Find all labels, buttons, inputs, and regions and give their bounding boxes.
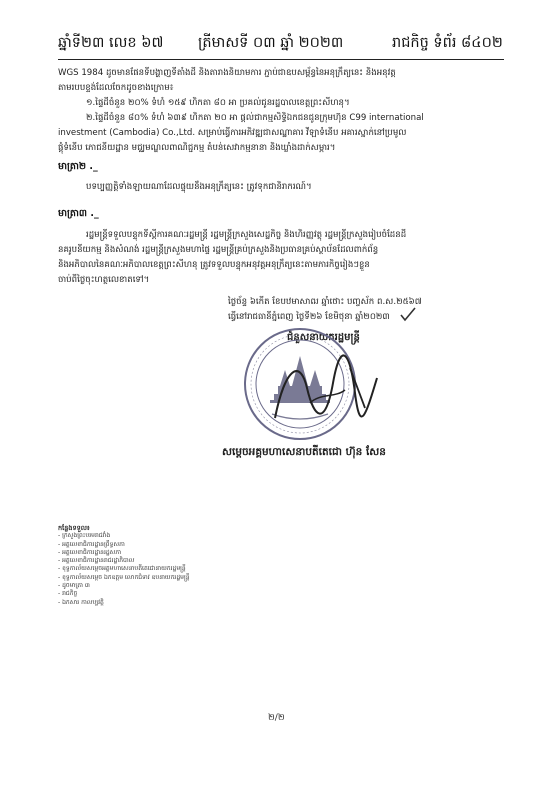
article2-heading: មាត្រា២ ._ [58,161,98,172]
article3-body [58,228,508,288]
list-item-continuation: investment (Cambodia) Co.,Ltd. សម្រាប់ធ្វើការអភិវឌ្ឍជាសណ្ឋាគារ វីឡាទំនើប អគារស្នាក់នៅប្រមូល [58,128,407,138]
header-issue: ឆ្នាំទី២៣ លេខ ៦៧ [58,35,164,51]
list-item: - អគ្គលេខាធិការដ្ឋានរដ្ឋសភា [58,548,122,556]
handwritten-signature [255,348,385,438]
list-item-continuation: ផ្ដុំទំនើប ភោជនីយដ្ឋាន មជ្ឈមណ្ឌលពាណិជ្ជកម្ម តំបន់សេវាកម្មនានា និងឃ្លាំងដាក់សម្ភារ។ [58,143,336,153]
list-item: - ខុទ្ទកាល័យសម្ដេចអគ្គមហាសេនាបតីតេជោនាយករដ្ឋមន្ត្រី [58,565,186,573]
header-quarter: ត្រីមាសទី ០៣ ឆ្នាំ ២០២៣ [198,35,344,51]
intro-line: WGS 1984 ដូចមានផែនទីបង្ហាញទីតាំងដី និងតារាងនិយាមការ ភ្ជាប់ជាឧបសម្ព័ន្ធនៃអនុក្រឹត្យនេះ និងអនុវត្ត [58,68,396,78]
list-item: - ខុទ្ទកាល័យសម្ដេច ឯកឧត្ដម លោកជំទាវ ឧបនាយករដ្ឋមន្ត្រី [58,573,190,581]
distribution-list [58,524,318,607]
article1-continuation [58,66,508,156]
article3-heading: មាត្រា៣ ._ [58,208,99,219]
intro-line: តាមរបបខ្ទង់ដែលចែកដូចខាងក្រោម៖ [58,83,174,93]
article2-body [58,180,508,195]
article3-text: រដ្ឋមន្ត្រីទទួលបន្ទុកទីស្ដីការគណៈរដ្ឋមន្ត្រី រដ្ឋមន្ត្រីក្រសួងសេដ្ឋកិច្ច និងហិរញ្ញវត្ថុ រដ្ឋមន្ត្រីក្រសួងរៀបចំដែនដី [86,230,407,240]
list-item: - អគ្គលេខាធិការដ្ឋានព្រឹទ្ធសភា [58,540,125,548]
list-item: ២.ផ្ទៃដីចំនួន ៨០% ទំហំ ៦៣៩ ហិកតា ២០ អា ផ្ដល់ជាកម្មសិទ្ធិឯកជនជូនក្រុមហ៊ុន C99 international [86,113,424,123]
check-mark-icon [400,306,416,322]
page-number: ២/២ [268,713,285,723]
signature-date-place: ធ្វើនៅរាជធានីភ្នំពេញ ថ្ងៃទី២៦ ខែមិថុនា ឆ្នាំ២០២៣ [228,312,390,322]
article3-text: ចាប់ពីថ្ងៃចុះហត្ថលេខាតទៅ។ [58,275,150,285]
list-item: - ឯកសារ កាលប្បវត្តិ [58,598,104,606]
signatory-name: សម្ដេចអគ្គមហាសេនាបតីតេជោ ហ៊ុន សែន [222,446,386,458]
header-page: រាជកិច្ច ទំព័រ ៨៤០២ [392,35,503,51]
list-item: ១.ផ្ទៃដីចំនួន ២០% ទំហំ ១៥៩ ហិកតា ៨០ អា ប្រគល់ជូនរដ្ឋបាលខេត្តព្រះសីហនុ។ [86,98,350,108]
article3-text: និងអភិបាលនៃគណៈអភិបាលខេត្តព្រះសីហនុ ត្រូវទទួលបន្ទុកអនុវត្តអនុក្រឹត្យនេះតាមភារកិច្ចរៀងៗខ្លួន [58,260,370,270]
article2-text: បទប្បញ្ញត្តិទាំងឡាយណាដែលផ្ទុយនឹងអនុក្រឹត្យនេះ ត្រូវទុកជានិរាករណ៍។ [86,182,312,192]
list-item: - ដូចមាត្រា ៣ [58,582,90,590]
list-item: - រាជកិច្ច [58,590,78,598]
list-item: - អគ្គលេខាធិការដ្ឋានរាជរដ្ឋាភិបាល [58,557,135,565]
signature-title: ជំនួសនាយករដ្ឋមន្ត្រី [287,332,360,343]
article3-text: នគរូបនីយកម្ម និងសំណង់ រដ្ឋមន្ត្រីក្រសួងមហាផ្ទៃ រដ្ឋមន្ត្រីគ្រប់ក្រសួងនិងប្រធានគ្រប់ស្ថាប័នដែលពាក់ព័ន្ធ [58,245,379,255]
distribution-heading: កន្លែងទទួល៖ [58,524,90,532]
signature-date-lunar: ថ្ងៃច័ន្ទ ៦កើត ខែបឋមាសាឍ ឆ្នាំថោះ បញ្ចស័ក ព.ស.២៥៦៧ [228,297,422,307]
header-rule [58,59,504,60]
list-item: - ក្រសួងព្រះបរមរាជវាំង [58,532,111,540]
